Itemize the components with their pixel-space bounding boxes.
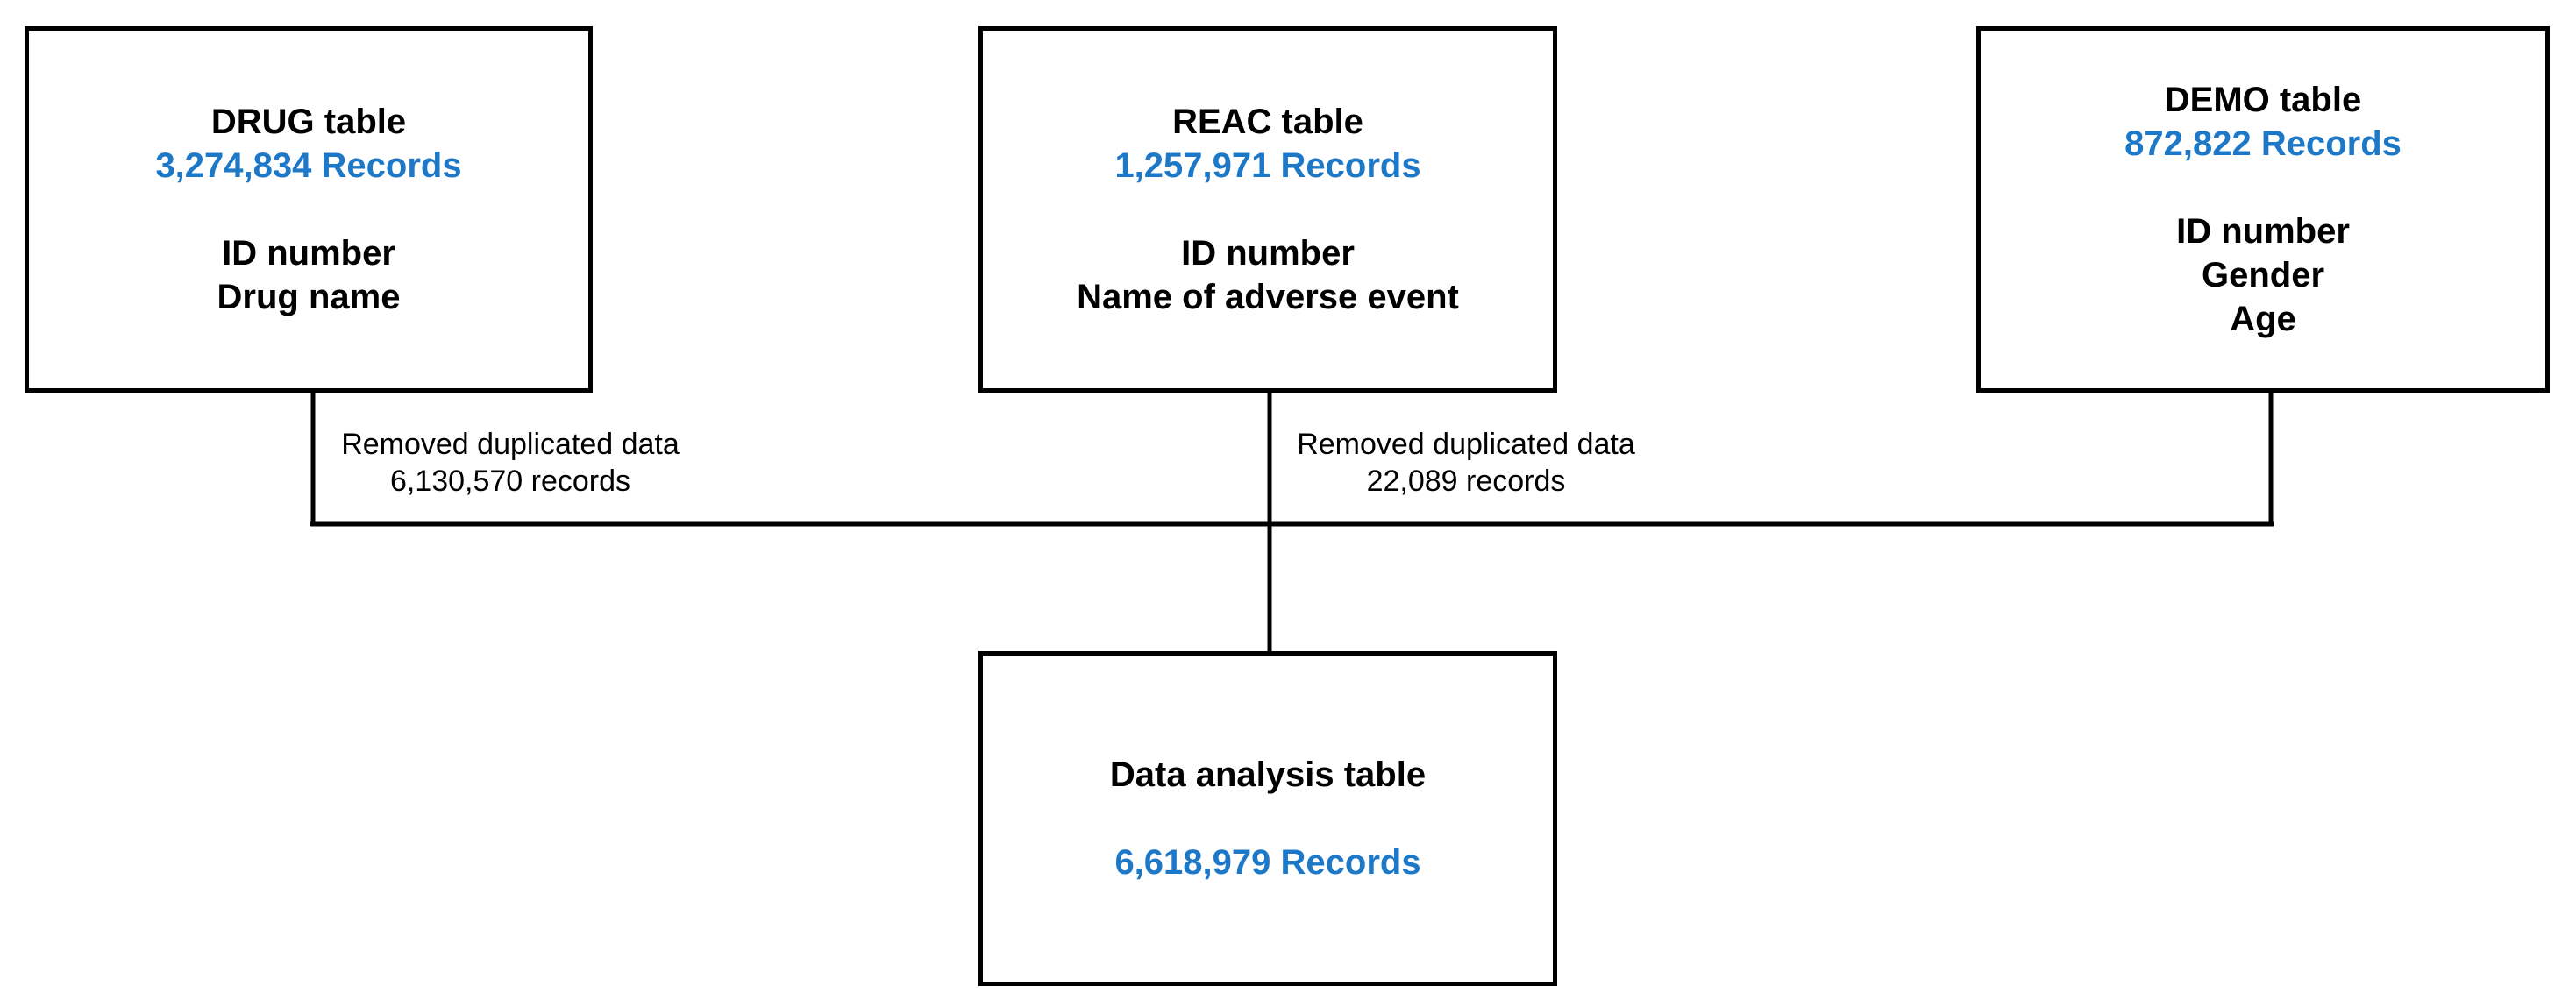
reac-duplicate-note bbox=[1282, 426, 1650, 500]
drug-field-id: ID number bbox=[222, 234, 395, 273]
reac-note-line1: Removed duplicated data bbox=[1297, 428, 1635, 461]
drug-table-box bbox=[25, 26, 593, 393]
demo-field-age: Age bbox=[2230, 300, 2296, 338]
demo-table-title: DEMO table bbox=[2164, 81, 2362, 119]
reac-table-title: REAC table bbox=[1172, 103, 1363, 141]
analysis-table-count: 6,618,979 Records bbox=[1114, 843, 1421, 882]
drug-field-name: Drug name bbox=[217, 278, 401, 316]
reac-note-line2: 22,089 records bbox=[1366, 464, 1566, 498]
demo-field-gender: Gender bbox=[2201, 256, 2325, 294]
demo-table-box bbox=[1976, 26, 2550, 393]
analysis-table-box bbox=[978, 651, 1557, 986]
demo-field-id: ID number bbox=[2176, 212, 2350, 251]
demo-table-count: 872,822 Records bbox=[2124, 124, 2402, 163]
drug-table-count: 3,274,834 Records bbox=[155, 146, 462, 185]
drug-duplicate-note bbox=[326, 426, 694, 500]
reac-table-count: 1,257,971 Records bbox=[1114, 146, 1421, 185]
drug-note-line2: 6,130,570 records bbox=[389, 464, 631, 498]
drug-note-line1: Removed duplicated data bbox=[341, 428, 680, 461]
drug-table-title: DRUG table bbox=[210, 103, 407, 141]
reac-table-box bbox=[978, 26, 1557, 393]
reac-field-id: ID number bbox=[1181, 234, 1355, 273]
reac-field-event: Name of adverse event bbox=[1077, 278, 1459, 316]
analysis-table-title: Data analysis table bbox=[1109, 755, 1427, 794]
